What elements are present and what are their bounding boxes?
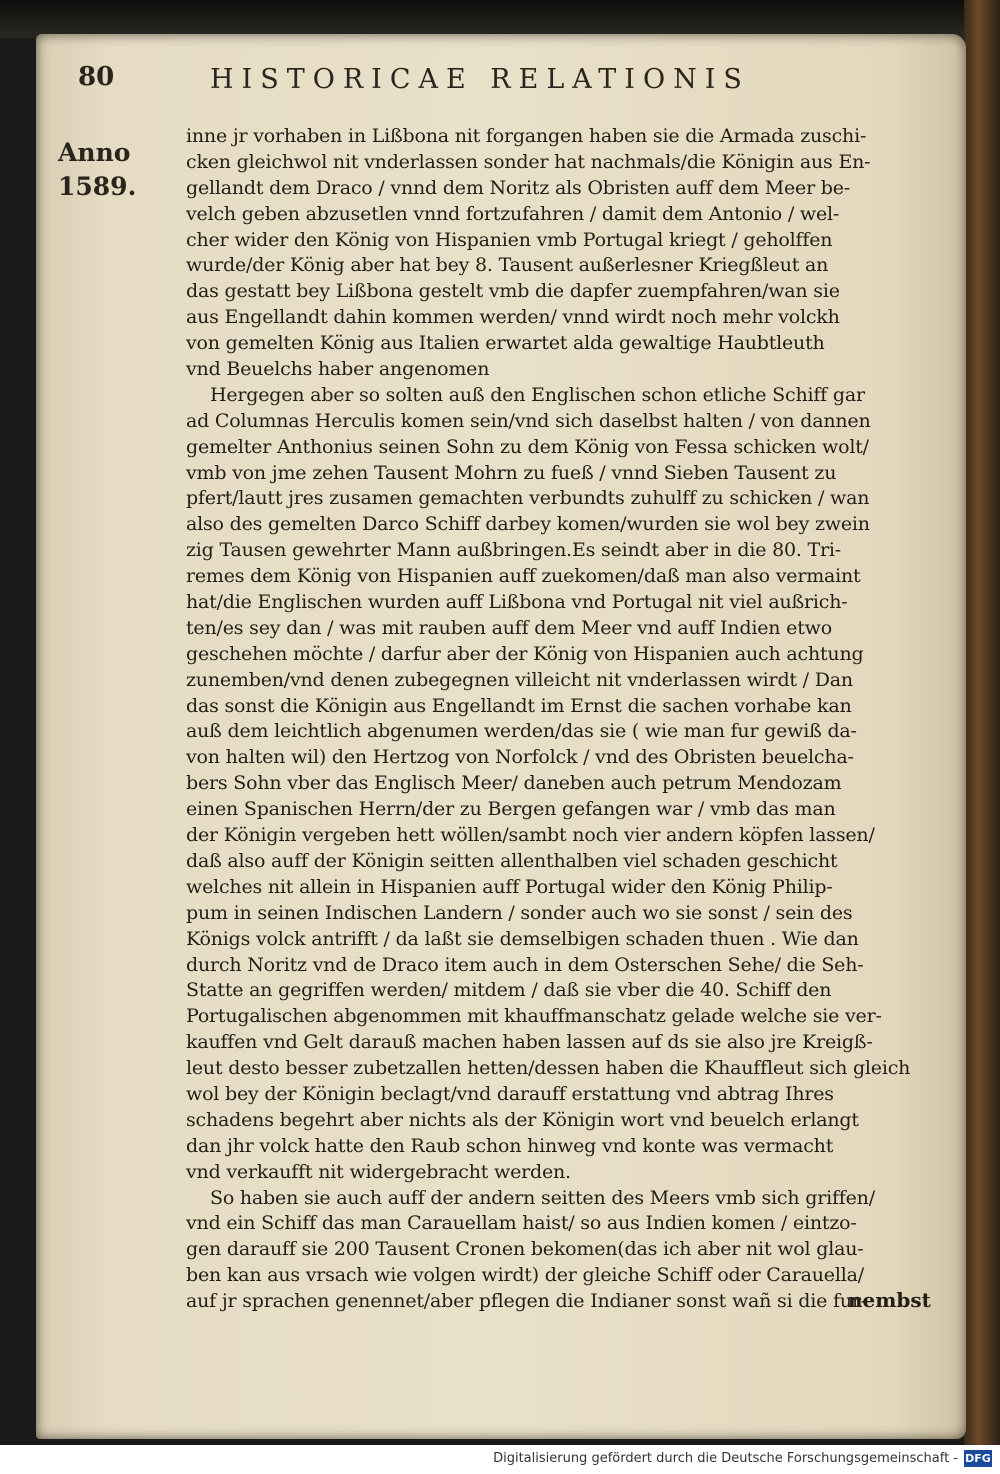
text-line: das gestatt bey Lißbona gestelt vmb die dapfer zuempfahren/wan sie [186, 280, 840, 303]
running-head: HISTORICAE RELATIONIS [210, 64, 750, 95]
text-line: bers Sohn vber das Englisch Meer/ daneben auch petrum Mendozam [186, 772, 842, 795]
text-line: ad Columnas Herculis komen sein/vnd sich daselbst halten / von dannen [186, 409, 871, 432]
text-line: hat/die Englischen wurden auff Lißbona vnd Portugal nit viel außrich- [186, 591, 848, 614]
text-line: cken gleichwol nit vnderlassen sonder hat nachmals/die Königin aus En- [186, 150, 871, 173]
text-line: wurde/der König aber hat bey 8. Tausent außerlesner Kriegßleut an [186, 254, 829, 277]
page-number: 80 [78, 62, 115, 92]
margin-note-year [58, 136, 173, 204]
footer-funding-note: Digitalisierung gefördert durch die Deutsche Forschungsgemeinschaft - [493, 1451, 958, 1466]
text-line: durch Noritz vnd de Draco item auch in dem Osterschen Sehe/ die Seh- [186, 953, 864, 976]
text-line: welches nit allein in Hispanien auff Portugal wider den König Philip- [186, 875, 833, 898]
body-text [186, 124, 936, 1315]
text-line: vnd ein Schiff das man Carauellam haist/ so aus Indien komen / eintzo- [186, 1212, 857, 1235]
text-line: So haben sie auch auff der andern seitten des Meers vmb sich griffen/ [210, 1186, 875, 1209]
text-line: der Königin vergeben hett wöllen/sambt noch vier andern köpfen lassen/ [186, 824, 875, 847]
text-line: kauffen vnd Gelt darauß machen haben lassen auf ds sie also jre Kreigß- [186, 1031, 873, 1054]
text-line: schadens begehrt aber nichts als der Königin wort vnd beuelch erlangt [186, 1108, 859, 1131]
text-line: pfert/lautt jres zusamen gemachten verbundts zuhulff zu schicken / wan [186, 487, 870, 510]
text-line: auß dem leichtlich abgenumen werden/das sie ( wie man fur gewiß da- [186, 720, 857, 743]
text-line: zunemben/vnd denen zubegegnen villeicht nit vnderlassen wirdt / Dan [186, 668, 853, 691]
text-line: dan jhr volck hatte den Raub schon hinweg vnd konte was vermacht [186, 1134, 834, 1157]
text-line: gen darauff sie 200 Tausent Cronen bekomen(das ich aber nit wol glau- [186, 1238, 864, 1261]
text-line: pum in seinen Indischen Landern / sonder auch wo sie sonst / sein des [186, 901, 853, 924]
text-line: ben kan aus vrsach wie volgen wirdt) der gleiche Schiff oder Carauella/ [186, 1264, 864, 1287]
text-line: zig Tausen gewehrter Mann außbringen.Es seindt aber in die 80. Tri- [186, 539, 841, 562]
text-line: ten/es sey dan / was mit rauben auff dem Meer vnd auff Indien etwo [186, 616, 832, 639]
catchword: nembst [848, 1288, 931, 1312]
book-spine-edge [964, 0, 1000, 1474]
text-line: gemelter Anthonius seinen Sohn zu dem König von Fessa schicken wolt/ [186, 435, 869, 458]
text-line: cher wider den König von Hispanien vmb Portugal kriegt / geholffen [186, 228, 833, 251]
page-header [78, 62, 818, 106]
text-line: inne jr vorhaben in Lißbona nit forgangen haben sie die Armada zuschi- [186, 125, 867, 147]
book-edge-top [0, 0, 1000, 38]
text-line: vmb von jme zehen Tausent Mohrn zu fueß / vnnd Sieben Tausent zu [186, 461, 837, 484]
text-line: leut desto besser zubetzallen hetten/dessen haben die Khauffleut sich gleich [186, 1057, 911, 1080]
text-line: Hergegen aber so solten auß den Englischen schon etliche Schiff gar [210, 383, 865, 406]
text-line: Portugalischen abgenommen mit khauffmanschatz gelade welche sie ver- [186, 1005, 882, 1028]
text-line: vnd Beuelchs haber angenomen [186, 358, 490, 381]
text-line: wol bey der Königin beclagt/vnd darauff erstattung vnd abtrag Ihres [186, 1082, 834, 1105]
margin-note-anno: Anno [58, 138, 131, 167]
text-line: vnd verkaufft nit widergebracht werden. [186, 1160, 571, 1183]
text-line: von halten wil) den Hertzog von Norfolck / vnd des Obristen beuelcha- [186, 746, 854, 769]
text-line: velch geben abzusetlen vnnd fortzufahren / damit dem Antonio / wel- [186, 202, 840, 225]
dfg-logo: DFG [965, 1452, 991, 1465]
text-line: Statte an gegriffen werden/ mitdem / daß sie vber die 40. Schiff den [186, 979, 832, 1002]
text-line: auf jr sprachen genennet/aber pflegen die Indianer sonst wañ si die fur- [186, 1290, 867, 1313]
text-line: einen Spanischen Herrn/der zu Bergen gefangen war / vmb das man [186, 798, 836, 821]
text-line: geschehen möchte / darfur aber der König von Hispanien auch achtung [186, 642, 864, 665]
text-line: also des gemelten Darco Schiff darbey komen/wurden sie wol bey zwein [186, 513, 870, 536]
footer-bar [0, 1445, 1000, 1474]
text-line: daß also auff der Königin seitten allenthalben viel schaden geschicht [186, 849, 838, 872]
margin-note-year-value: 1589. [58, 172, 137, 201]
text-line: Königs volck antrifft / da laßt sie demselbigen schaden thuen . Wie dan [186, 927, 859, 950]
text-line: gellandt dem Draco / vnnd dem Noritz als Obristen auff dem Meer be- [186, 176, 851, 199]
text-line: remes dem König von Hispanien auff zuekomen/daß man also vermaint [186, 565, 861, 588]
text-line: das sonst die Königin aus Engellandt im Ernst die sachen vorhabe kan [186, 694, 852, 717]
text-line: aus Engellandt dahin kommen werden/ vnnd wirdt noch mehr volckh [186, 306, 840, 329]
text-line: von gemelten König aus Italien erwartet alda gewaltige Haubtleuth [186, 332, 825, 355]
